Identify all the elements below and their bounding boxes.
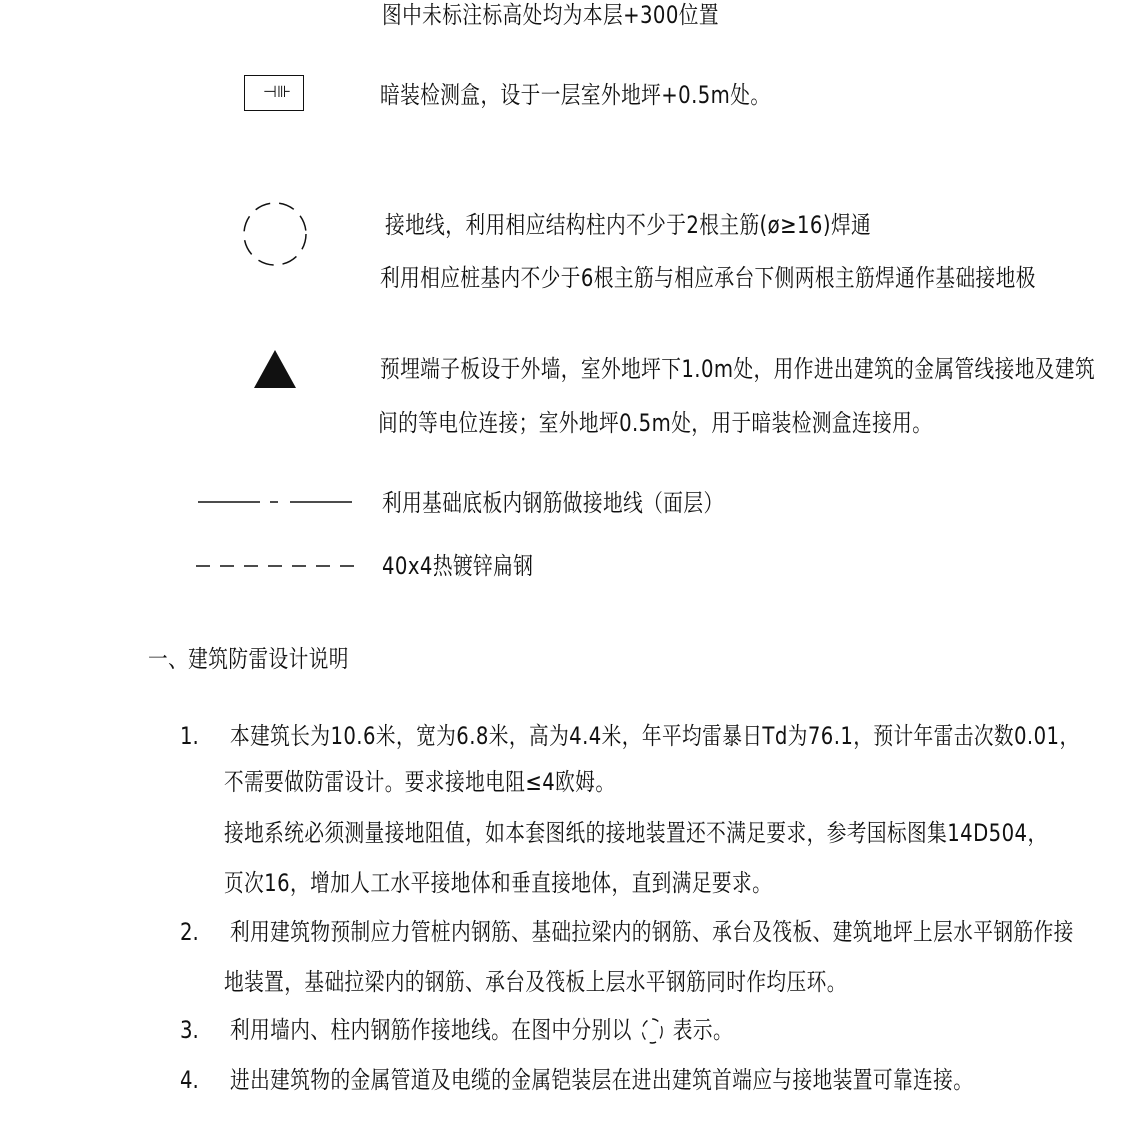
test-box-desc: 暗装检测盒，设于一层室外地坪+0.5m处。 (380, 81, 771, 109)
item-3-line (230, 1015, 733, 1046)
item-2-line-1: 利用建筑物预制应力管桩内钢筋、基础拉梁内的钢筋、承台及筏板、建筑地坪上层水平钢筋作接 (230, 918, 1074, 946)
item-1-number: 1. (180, 722, 199, 750)
test-box-symbol-icon: ⊣⊪ (263, 82, 291, 101)
foundation-rebar-line-symbol (198, 495, 354, 509)
terminal-plate-triangle-icon (252, 348, 298, 390)
foundation-rebar-desc: 利用基础底板内钢筋做接地线（面层） (382, 489, 724, 517)
ground-wire-line1: 接地线，利用相应结构柱内不少于2根主筋(ø≥16)焊通 (385, 211, 872, 239)
item-1-line-2: 不需要做防雷设计。要求接地电阻≤4欧姆。 (224, 768, 616, 796)
dashed-circle-icon (638, 1016, 666, 1046)
ground-wire-line2: 利用相应桩基内不少于6根主筋与相应承台下侧两根主筋焊通作基础接地极 (380, 264, 1036, 292)
item-3-text-before: 利用墙内、柱内钢筋作接地线。在图中分别以 (230, 1016, 632, 1044)
item-2-line-2: 地装置，基础拉梁内的钢筋、承台及筏板上层水平钢筋同时作均压环。 (224, 968, 847, 996)
terminal-plate-line1: 预埋端子板设于外墙，室外地坪下1.0m处，用作进出建筑的金属管线接地及建筑 (380, 355, 1096, 383)
item-1-line-4: 页次16，增加人工水平接地体和垂直接地体，直到满足要求。 (224, 869, 773, 897)
item-1-line-1: 本建筑长为10.6米，宽为6.8米，高为4.4米，年平均雷暴日Td为76.1，预计年雷击次数0.01， (230, 722, 1080, 750)
item-2-number: 2. (180, 918, 199, 946)
terminal-plate-line2: 间的等电位连接；室外地坪0.5m处，用于暗装检测盒连接用。 (378, 409, 933, 437)
flat-steel-line-symbol (196, 559, 356, 573)
item-3-text-after: 表示。 (672, 1016, 734, 1044)
ground-wire-circle-icon (240, 200, 310, 270)
flat-steel-desc: 40x4热镀锌扁钢 (382, 552, 534, 580)
item-4-number: 4. (180, 1066, 199, 1094)
section-heading: 一、建筑防雷设计说明 (148, 645, 349, 673)
item-3-number: 3. (180, 1016, 199, 1044)
test-box-symbol (244, 75, 304, 111)
top-note: 图中未标注标高处均为本层+300位置 (382, 1, 719, 29)
item-4-line-1: 进出建筑物的金属管道及电缆的金属铠装层在进出建筑首端应与接地装置可靠连接。 (230, 1066, 974, 1094)
item-1-line-3: 接地系统必须测量接地阻值，如本套图纸的接地装置还不满足要求，参考国标图集14D504， (224, 819, 1048, 847)
